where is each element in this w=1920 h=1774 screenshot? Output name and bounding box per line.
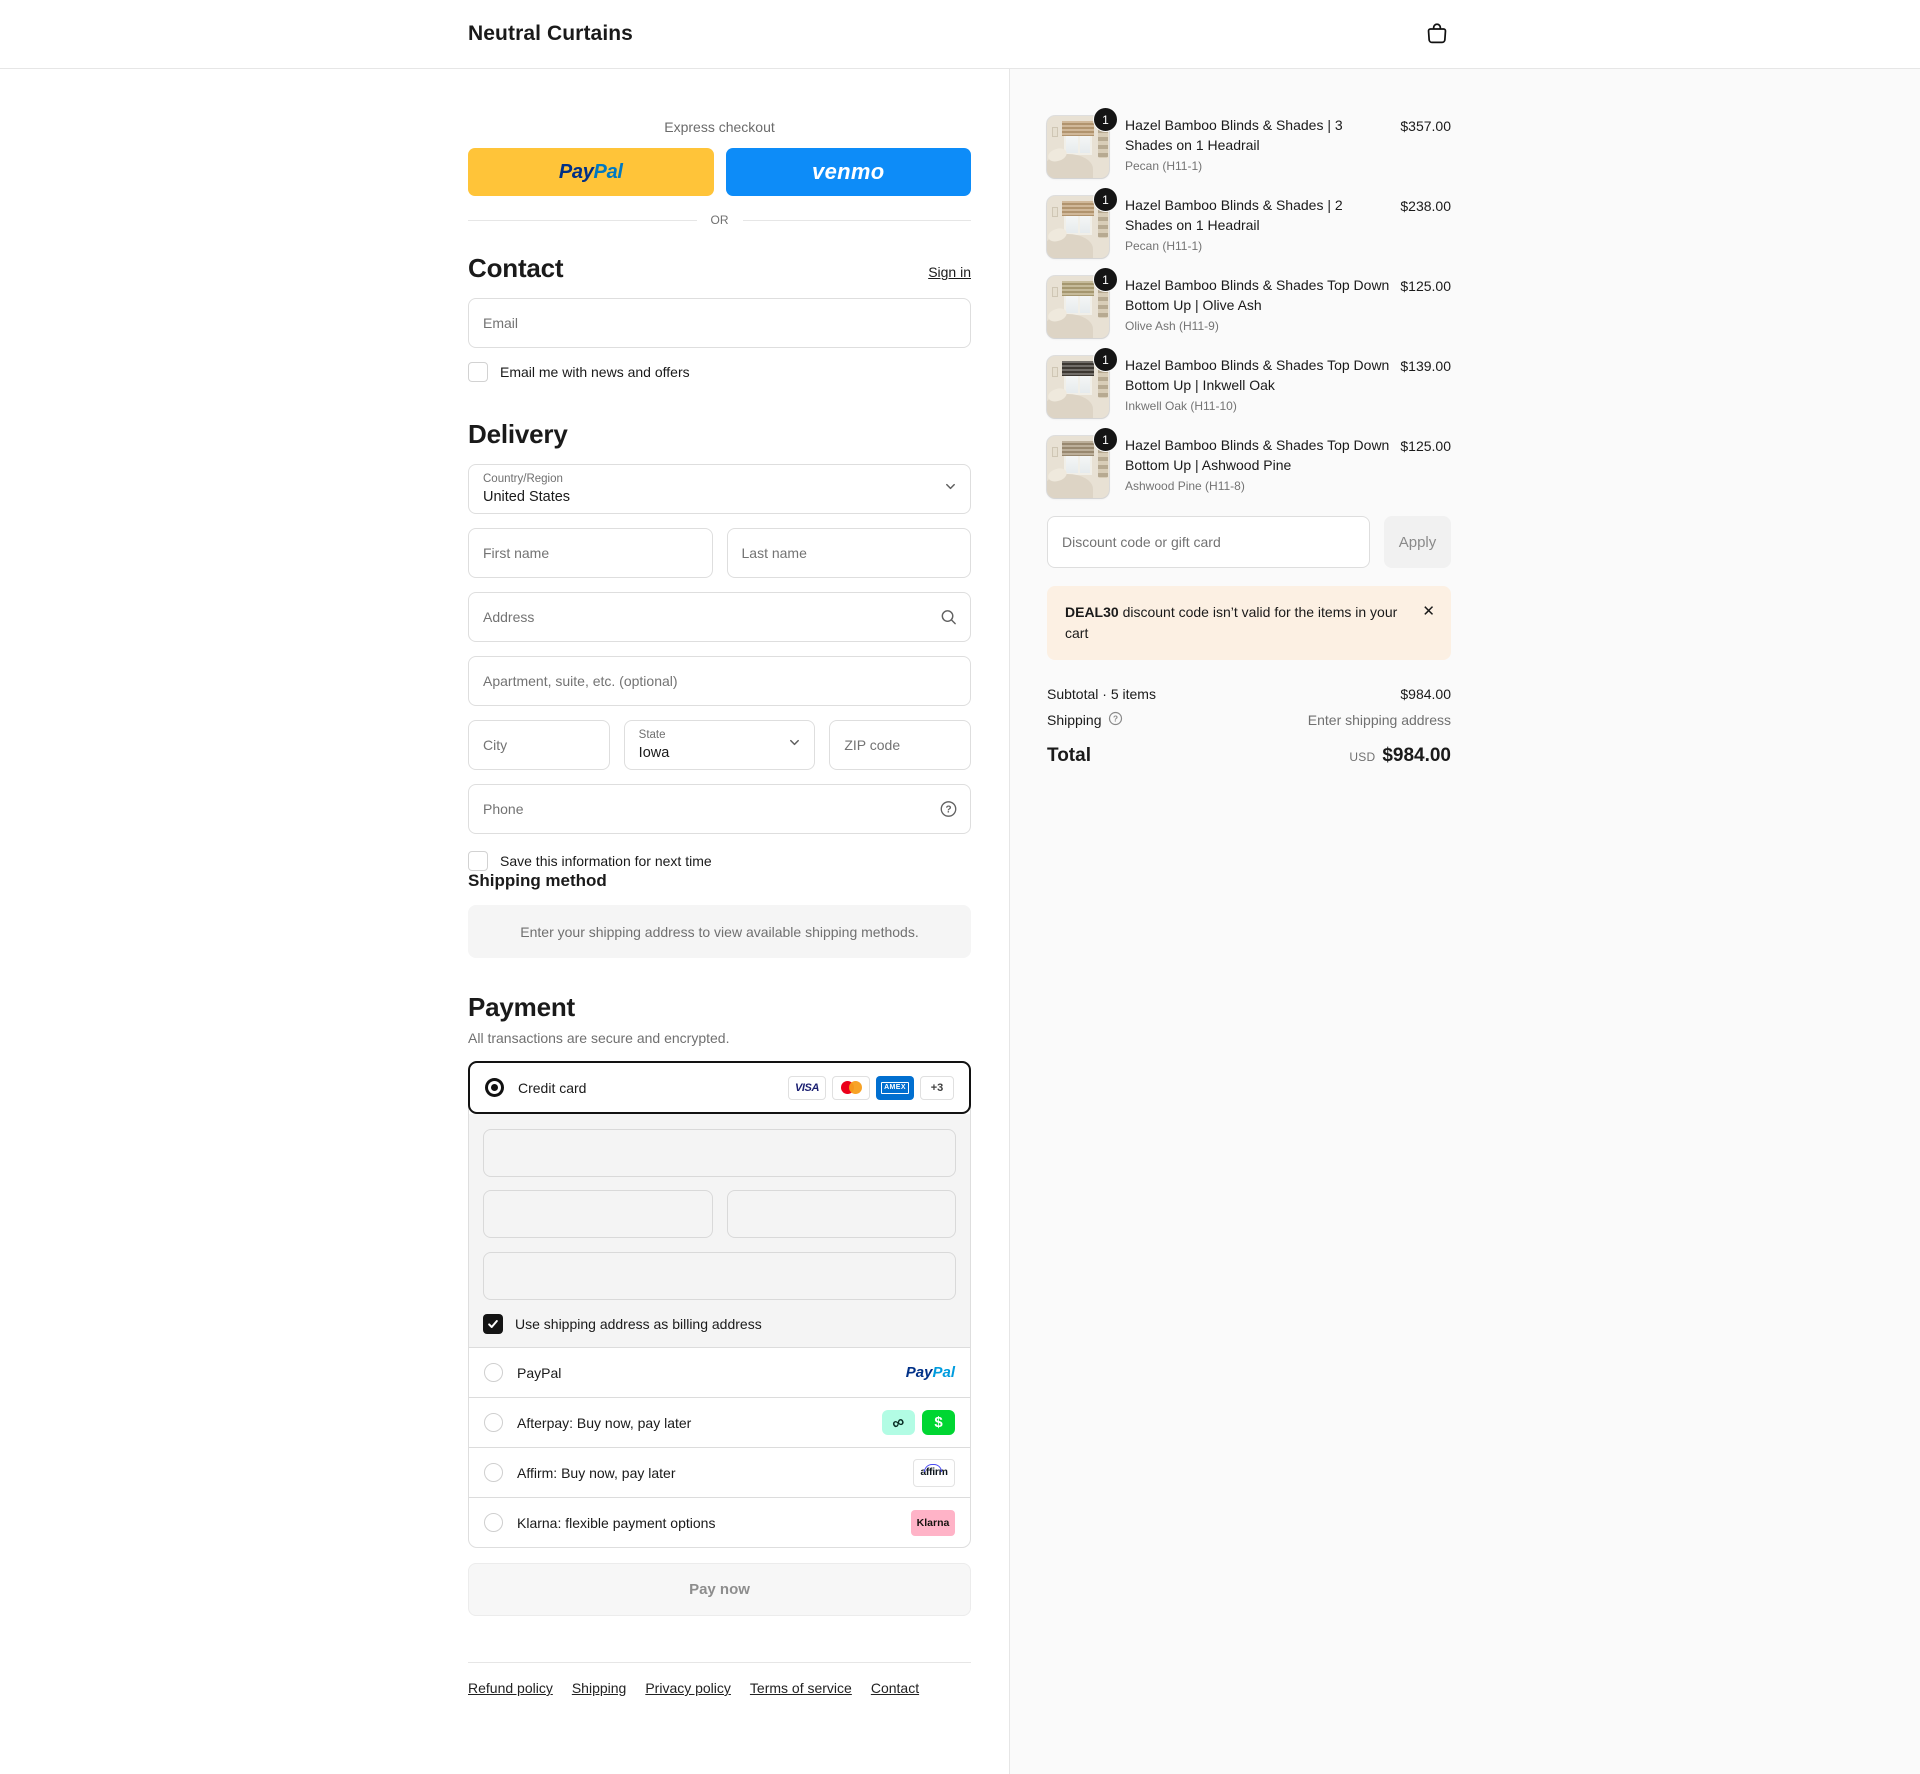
svg-text:?: ?: [945, 804, 952, 816]
help-icon[interactable]: [939, 800, 958, 819]
quantity-badge: 1: [1093, 267, 1118, 292]
card-name-field[interactable]: [483, 1252, 956, 1300]
item-variant: Ashwood Pine (H11-8): [1125, 478, 1245, 493]
header-shell: [468, 0, 1452, 68]
credit-card-fields: [469, 1114, 970, 1347]
afterpay-icons: [882, 1410, 955, 1435]
cart-bag-button[interactable]: [1422, 19, 1452, 49]
or-text: OR: [710, 213, 729, 227]
item-title: Hazel Bamboo Blinds & Shades Top Down Bottom Up | Inkwell Oak: [1125, 357, 1390, 393]
product-thumbnail-wrap: [1047, 352, 1109, 418]
paypal-logo: PayPal: [905, 1364, 955, 1381]
payment-method-paypal[interactable]: [469, 1347, 970, 1397]
item-variant: Olive Ash (H11-9): [1125, 318, 1219, 333]
zip-field[interactable]: [829, 720, 971, 770]
payment-methods-box: [468, 1061, 971, 1548]
state-select[interactable]: [624, 720, 816, 770]
city-field[interactable]: [468, 720, 610, 770]
chevron-down-icon: [788, 736, 801, 754]
payment-heading: Payment: [468, 992, 575, 1022]
city-wrap: [468, 720, 610, 770]
order-summary-pane: [1009, 69, 1920, 1774]
product-thumbnail-wrap: [1047, 112, 1109, 178]
afterpay-icon: ∞: [882, 1410, 915, 1435]
affirm-icon: affirm: [913, 1459, 955, 1487]
last-name-field[interactable]: [727, 528, 972, 578]
quantity-badge: 1: [1093, 107, 1118, 132]
shipping-method-empty-box: [468, 905, 971, 958]
quantity-badge: 1: [1093, 427, 1118, 452]
contact-heading: Contact: [468, 253, 564, 283]
radio-icon: [484, 1413, 503, 1432]
footer-link-privacy-policy[interactable]: Privacy policy: [645, 1680, 731, 1696]
shipping-value: Enter shipping address: [1307, 712, 1451, 728]
shipping-method-empty-text: Enter your shipping address to view available shipping methods.: [520, 923, 919, 940]
radio-icon: [484, 1463, 503, 1482]
save-info-label: Save this information for next time: [500, 853, 712, 869]
first-name-wrap: [468, 528, 713, 578]
save-info-checkbox[interactable]: [468, 851, 488, 871]
item-price: $238.00: [1400, 198, 1451, 214]
product-thumbnail-wrap: [1047, 192, 1109, 258]
sign-in-link[interactable]: Sign in: [928, 264, 971, 280]
cart-item: [1047, 352, 1451, 418]
search-icon: [939, 608, 958, 627]
card-number-field[interactable]: [483, 1129, 956, 1177]
item-price: $357.00: [1400, 118, 1451, 134]
address-wrap: [468, 592, 971, 642]
cart-item: [1047, 432, 1451, 498]
paypal-logo: PayPal: [558, 160, 623, 183]
cart-item: [1047, 112, 1451, 178]
payment-method-afterpay[interactable]: [469, 1397, 970, 1447]
first-name-field[interactable]: [468, 528, 713, 578]
item-price: $125.00: [1400, 278, 1451, 294]
store-name: Neutral Curtains: [468, 22, 633, 45]
discount-wrap: [1047, 516, 1370, 568]
subtotal-label: Subtotal · 5 items: [1047, 686, 1156, 702]
quantity-badge: 1: [1093, 187, 1118, 212]
pay-now-button[interactable]: Pay now: [468, 1563, 971, 1616]
item-price: $139.00: [1400, 358, 1451, 374]
zip-wrap: [829, 720, 971, 770]
afterpay-row-label: Afterpay: Buy now, pay later: [517, 1414, 692, 1431]
venmo-express-button[interactable]: [726, 148, 972, 196]
close-icon[interactable]: ✕: [1422, 603, 1435, 620]
klarna-row-label: Klarna: flexible payment options: [517, 1514, 716, 1531]
header: [0, 0, 1920, 69]
card-brand-icons: [788, 1076, 954, 1100]
last-name-wrap: [727, 528, 972, 578]
delivery-heading: Delivery: [468, 419, 568, 449]
payment-method-affirm[interactable]: [469, 1447, 970, 1497]
express-checkout-buttons: [468, 148, 971, 196]
item-title: Hazel Bamboo Blinds & Shades | 2 Shades on 1 Headrail: [1125, 197, 1343, 233]
billing-address-checkbox[interactable]: [483, 1314, 503, 1334]
shopping-bag-icon: [1424, 20, 1450, 49]
item-title: Hazel Bamboo Blinds & Shades Top Down Bottom Up | Olive Ash: [1125, 277, 1390, 313]
item-variant: Pecan (H11-1): [1125, 238, 1203, 253]
product-thumbnail-wrap: [1047, 272, 1109, 338]
item-variant: Inkwell Oak (H11-10): [1125, 398, 1237, 413]
item-title: Hazel Bamboo Blinds & Shades Top Down Bottom Up | Ashwood Pine: [1125, 437, 1390, 473]
state-value: Iowa: [638, 744, 670, 761]
apartment-wrap: [468, 656, 971, 706]
radio-icon: [484, 1513, 503, 1532]
discount-row: [1047, 516, 1451, 568]
payment-method-credit-card[interactable]: [468, 1061, 971, 1114]
footer-link-shipping[interactable]: Shipping: [571, 1680, 627, 1696]
country-select[interactable]: [468, 464, 971, 514]
apartment-field[interactable]: [468, 656, 971, 706]
cash-app-icon: $: [922, 1410, 955, 1435]
item-variant: Pecan (H11-1): [1125, 158, 1203, 173]
card-security-code-field[interactable]: [727, 1190, 957, 1238]
radio-selected-icon: [485, 1078, 504, 1097]
product-thumbnail-wrap: [1047, 432, 1109, 498]
item-price: $125.00: [1400, 438, 1451, 454]
discount-error-banner: [1047, 586, 1451, 660]
svg-text:?: ?: [1112, 714, 1118, 724]
address-field[interactable]: [468, 592, 971, 642]
total-label: Total: [1047, 745, 1091, 766]
state-label: State: [638, 729, 666, 741]
checkout-form-pane: [0, 69, 1009, 1774]
apply-discount-button[interactable]: Apply: [1384, 516, 1451, 568]
chevron-down-icon: [944, 480, 957, 498]
payment-subtitle: All transactions are secure and encrypted.: [468, 1030, 730, 1046]
mastercard-icon: [832, 1076, 870, 1100]
express-checkout-label: Express checkout: [664, 119, 775, 135]
shipping-label: Shipping: [1047, 712, 1102, 728]
or-divider: [468, 213, 971, 227]
cart-item: [1047, 192, 1451, 258]
footer: [468, 1662, 971, 1696]
country-value: United States: [483, 488, 571, 505]
phone-wrap: [468, 784, 971, 834]
shipping-method-heading: Shipping method: [468, 871, 607, 890]
total-value: $984.00: [1382, 745, 1451, 766]
main: [0, 69, 1920, 1774]
footer-link-terms-of-service[interactable]: Terms of service: [749, 1680, 852, 1696]
country-label: Country/Region: [483, 473, 563, 485]
newsletter-checkbox[interactable]: [468, 362, 488, 382]
footer-link-refund-policy[interactable]: Refund policy: [468, 1680, 553, 1696]
subtotal-value: $984.00: [1400, 686, 1451, 702]
discount-error-text: DEAL30 discount code isn’t valid for the items in your cart: [1065, 604, 1398, 641]
credit-card-label: Credit card: [518, 1079, 587, 1096]
card-expiry-field[interactable]: [483, 1190, 713, 1238]
shipping-help-icon[interactable]: [1108, 711, 1123, 729]
paypal-row-label: PayPal: [517, 1364, 562, 1381]
email-field-wrap: [468, 298, 971, 348]
newsletter-label: Email me with news and offers: [500, 364, 690, 380]
radio-icon: [484, 1363, 503, 1382]
paypal-express-button[interactable]: [468, 148, 714, 196]
cart-item: [1047, 272, 1451, 338]
phone-field[interactable]: [468, 784, 971, 834]
totals: [1047, 686, 1451, 767]
currency-code: USD: [1349, 750, 1376, 764]
email-field[interactable]: [468, 298, 971, 348]
item-title: Hazel Bamboo Blinds & Shades | 3 Shades on 1 Headrail: [1125, 117, 1343, 153]
klarna-icon: Klarna: [911, 1510, 955, 1536]
affirm-row-label: Affirm: Buy now, pay later: [517, 1464, 676, 1481]
amex-icon: AMEX: [876, 1076, 914, 1100]
quantity-badge: 1: [1093, 347, 1118, 372]
billing-address-label: Use shipping address as billing address: [515, 1316, 762, 1332]
discount-code-field[interactable]: [1047, 516, 1370, 568]
payment-method-klarna[interactable]: [469, 1497, 970, 1547]
footer-link-contact[interactable]: Contact: [870, 1680, 920, 1696]
more-cards-badge: +3: [920, 1076, 954, 1100]
visa-icon: VISA: [788, 1076, 826, 1100]
venmo-logo: venmo: [812, 159, 885, 184]
